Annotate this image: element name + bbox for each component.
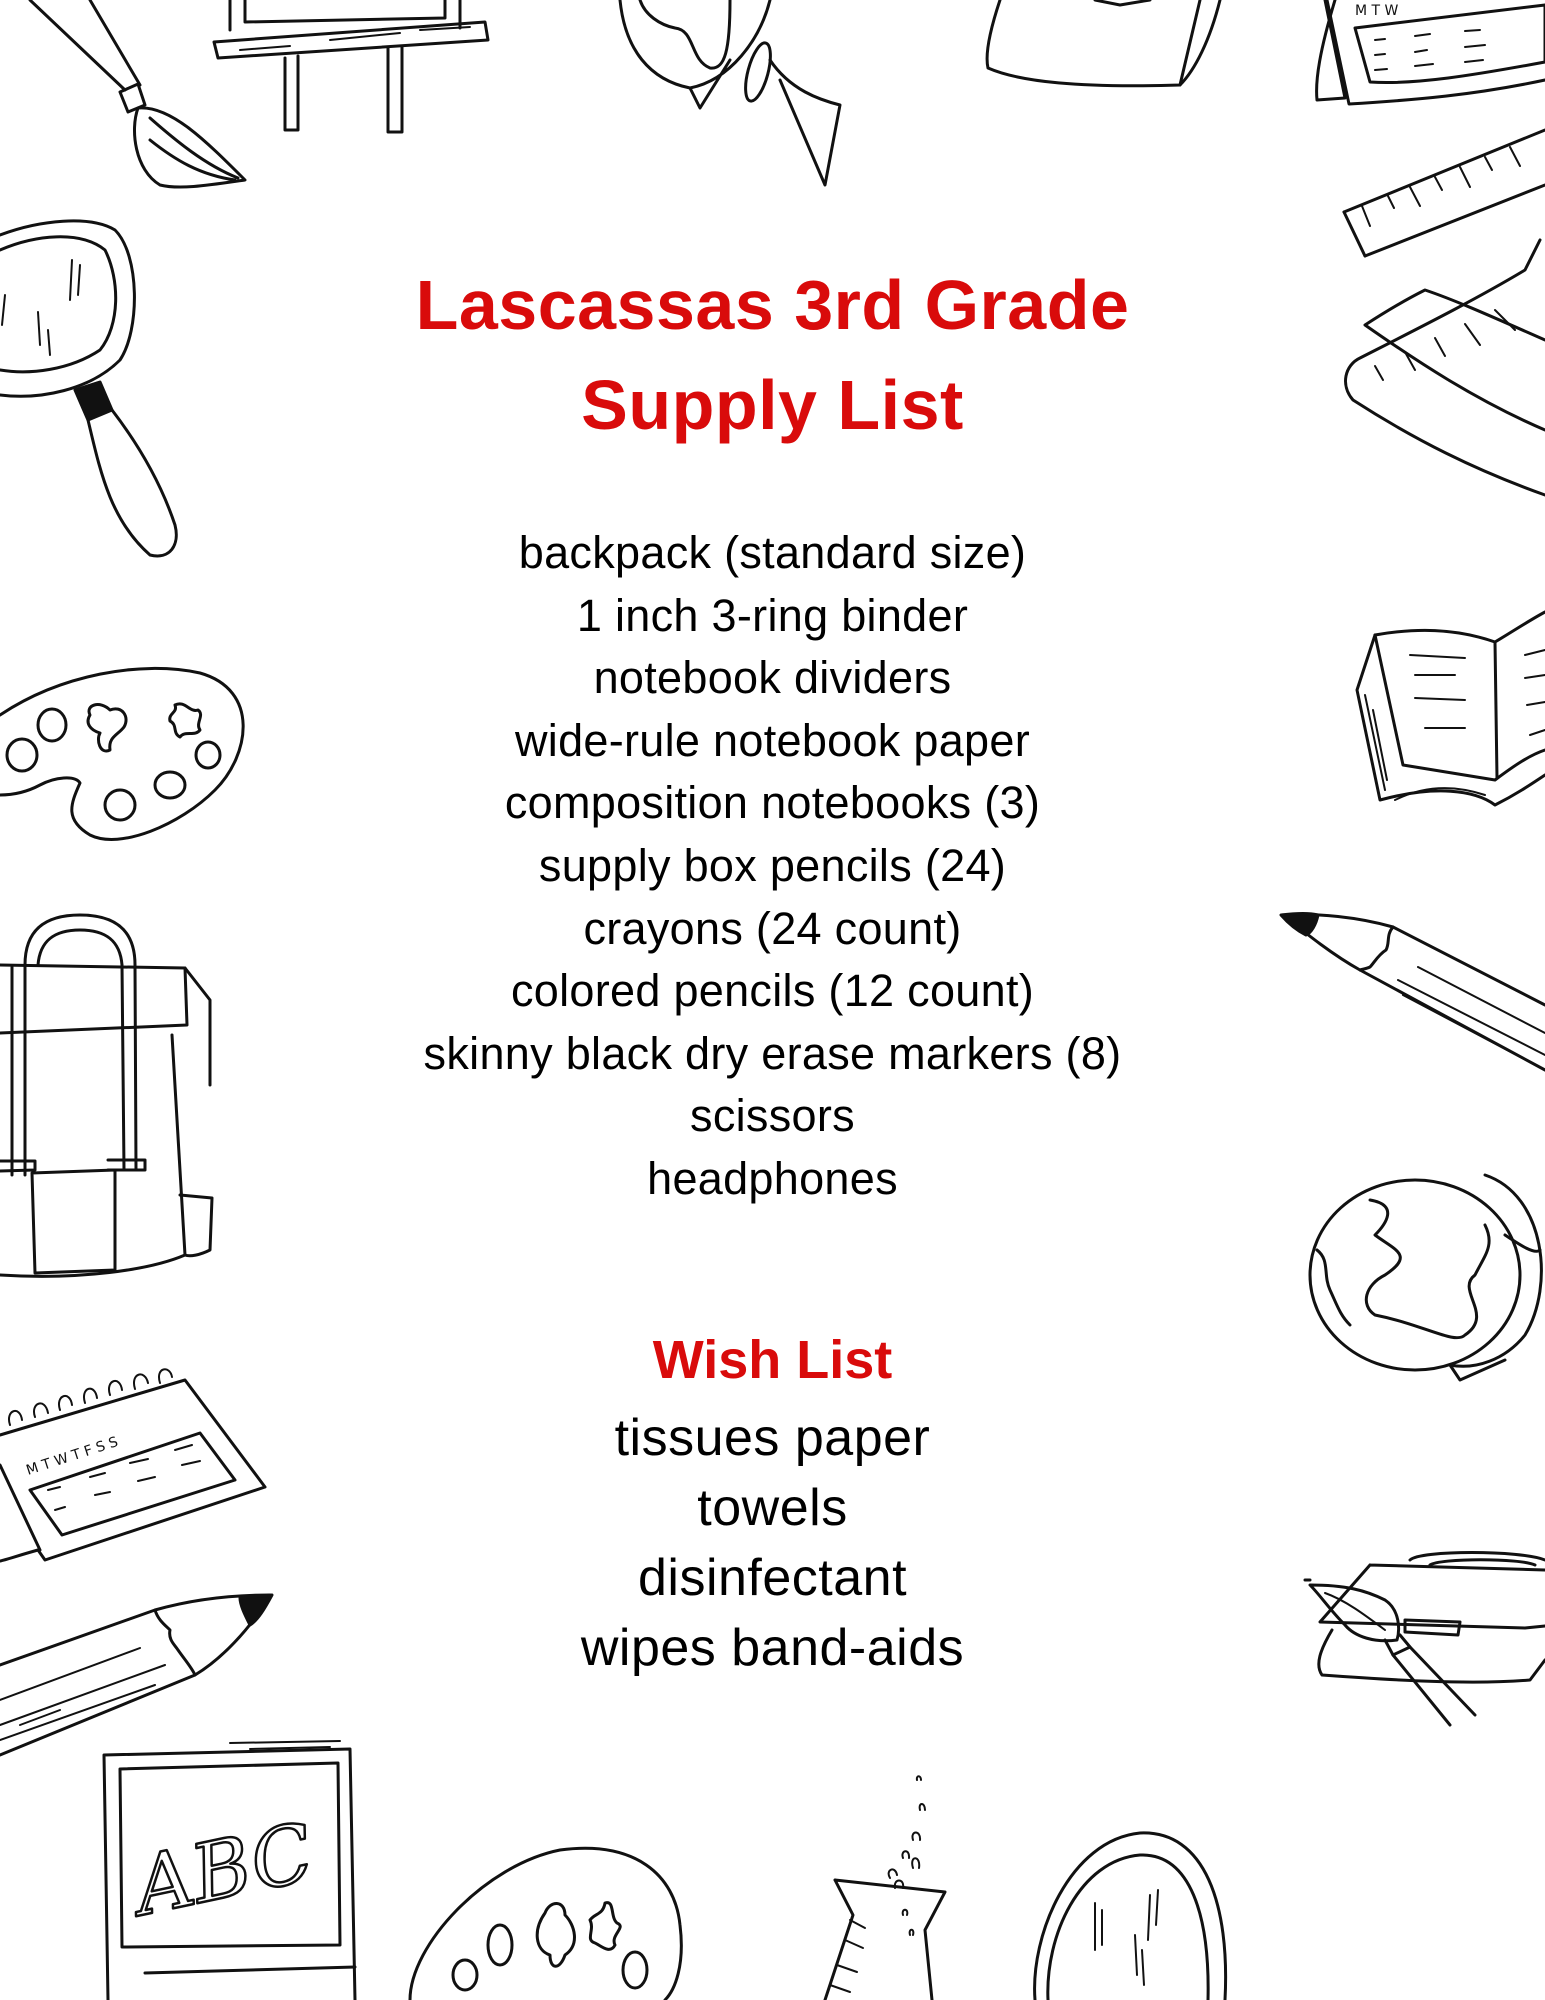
title-line-1: Lascassas 3rd Grade — [415, 266, 1130, 344]
desk-calendar-icon — [1315, 0, 1545, 120]
mirror-icon — [1030, 1825, 1230, 2000]
globe-icon — [610, 0, 950, 190]
wish-list — [0, 1403, 1545, 1683]
list-item: wipes band-aids — [580, 1619, 965, 1677]
list-item: 1 inch 3-ring binder — [576, 589, 969, 641]
list-item: backpack (standard size) — [518, 527, 1027, 578]
chalkboard-text: ABC — [126, 1805, 322, 1934]
calendar-days-label: M T W — [1355, 3, 1399, 19]
list-item: scissors — [690, 1090, 855, 1142]
abc-chalkboard-icon — [100, 1735, 380, 2000]
list-item: supply box pencils (24) — [538, 839, 1007, 891]
calendar-days-label: M T W T F S S — [24, 1434, 121, 1479]
list-item: wide-rule notebook paper — [514, 714, 1031, 766]
list-item: crayons (24 count) — [583, 902, 962, 954]
bag-icon — [980, 0, 1240, 95]
wish-list-heading: Wish List — [652, 1330, 893, 1390]
list-item: tissues paper — [614, 1409, 931, 1467]
list-item: colored pencils (12 count) — [510, 965, 1035, 1017]
list-item: composition notebooks (3) — [504, 777, 1041, 829]
list-item: skinny black dry erase markers (8) — [423, 1027, 1122, 1079]
paint-palette-icon — [405, 1845, 705, 2000]
list-item: disinfectant — [637, 1549, 908, 1607]
list-item: notebook dividers — [593, 652, 952, 704]
title-line-2: Supply List — [581, 366, 964, 444]
supply-list — [0, 522, 1545, 1211]
flask-icon — [825, 1770, 955, 2000]
easel-icon — [210, 0, 500, 140]
list-item: towels — [697, 1479, 848, 1537]
list-item: headphones — [647, 1152, 898, 1204]
